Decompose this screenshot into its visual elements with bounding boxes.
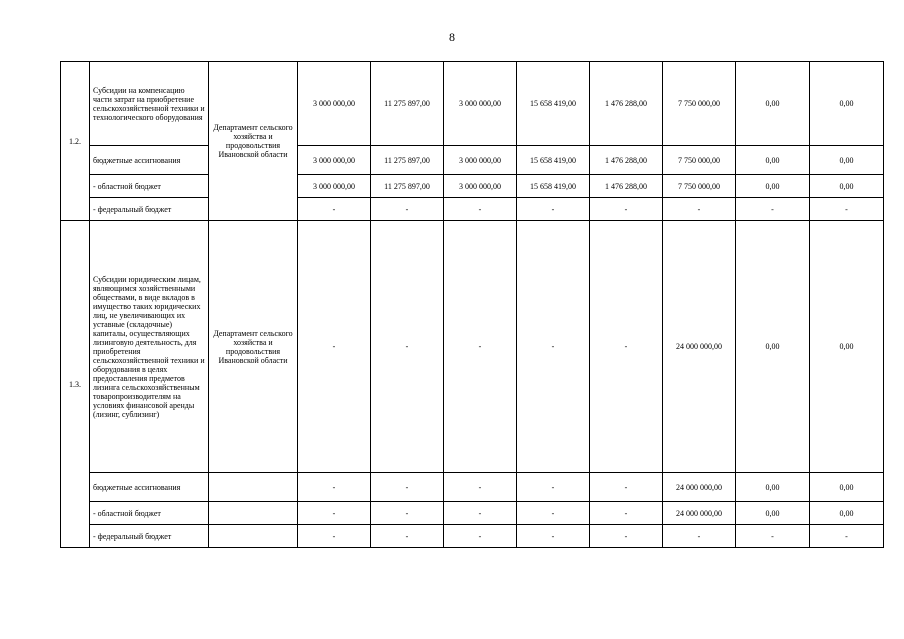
value-cell: - — [444, 525, 517, 548]
value-cell: - — [371, 525, 444, 548]
value-cell: - — [444, 198, 517, 221]
value-cell: - — [517, 502, 590, 525]
row-name: Субсидии на компенсацию части затрат на приобретение сельскохозяйственной техники и технологического оборудования — [90, 62, 209, 146]
value-cell: - — [298, 198, 371, 221]
value-cell: - — [371, 502, 444, 525]
value-cell: 11 275 897,00 — [371, 146, 444, 175]
value-cell: - — [810, 525, 884, 548]
value-cell: - — [590, 525, 663, 548]
value-cell: 3 000 000,00 — [444, 62, 517, 146]
value-cell: 0,00 — [736, 473, 810, 502]
value-cell: 1 476 288,00 — [590, 175, 663, 198]
value-cell: 0,00 — [810, 62, 884, 146]
value-cell: - — [590, 502, 663, 525]
table-row — [61, 525, 884, 548]
empty-executor-cell — [209, 473, 298, 502]
row-name: бюджетные ассигнования — [90, 473, 209, 502]
value-cell: 7 750 000,00 — [663, 175, 736, 198]
table-row — [61, 175, 884, 198]
table-row — [61, 473, 884, 502]
value-cell: - — [517, 221, 590, 473]
value-cell: - — [371, 473, 444, 502]
value-cell: 11 275 897,00 — [371, 62, 444, 146]
value-cell: - — [736, 525, 810, 548]
table-row — [61, 62, 884, 146]
value-cell: 3 000 000,00 — [444, 175, 517, 198]
value-cell: - — [444, 221, 517, 473]
value-cell: 7 750 000,00 — [663, 62, 736, 146]
row-name: - областной бюджет — [90, 175, 209, 198]
value-cell: 3 000 000,00 — [298, 62, 371, 146]
value-cell: 3 000 000,00 — [298, 146, 371, 175]
value-cell: 3 000 000,00 — [444, 146, 517, 175]
value-cell: - — [371, 198, 444, 221]
value-cell: - — [663, 198, 736, 221]
value-cell: 0,00 — [736, 175, 810, 198]
value-cell: 0,00 — [810, 502, 884, 525]
value-cell: - — [517, 525, 590, 548]
value-cell: 0,00 — [810, 146, 884, 175]
value-cell: 15 658 419,00 — [517, 175, 590, 198]
value-cell: - — [590, 221, 663, 473]
section-number: 1.3. — [61, 221, 90, 548]
value-cell: - — [810, 198, 884, 221]
value-cell: 11 275 897,00 — [371, 175, 444, 198]
value-cell: 1 476 288,00 — [590, 146, 663, 175]
value-cell: 1 476 288,00 — [590, 62, 663, 146]
value-cell: 0,00 — [736, 146, 810, 175]
empty-executor-cell — [209, 502, 298, 525]
row-name: Субсидии юридическим лицам, являющимся хозяйственными обществами, в виде вкладов в имущество таких юридических лиц, не увеличивающих их уставные (складочные) капиталы, осуществляющих лизинговую деятельность, для приобретения сельскохозяйственной техники и оборудования в целях предоставления предметов лизинга сельскохозяйственным товаропроизводителям на условиях финансовой аренды (лизинг, сублизинг) — [90, 221, 209, 473]
table-row — [61, 198, 884, 221]
table-row — [61, 502, 884, 525]
value-cell: 24 000 000,00 — [663, 473, 736, 502]
empty-executor-cell — [209, 525, 298, 548]
section-number: 1.2. — [61, 62, 90, 221]
value-cell: 7 750 000,00 — [663, 146, 736, 175]
row-name: - федеральный бюджет — [90, 525, 209, 548]
executor-cell: Департамент сельского хозяйства и продовольствия Ивановской области — [209, 221, 298, 473]
row-name: - областной бюджет — [90, 502, 209, 525]
page-number: 8 — [449, 30, 455, 44]
row-name: бюджетные ассигнования — [90, 146, 209, 175]
table-row — [61, 146, 884, 175]
value-cell: - — [298, 221, 371, 473]
value-cell: - — [517, 198, 590, 221]
value-cell: - — [517, 473, 590, 502]
executor-cell: Департамент сельского хозяйства и продовольствия Ивановской области — [209, 62, 298, 221]
value-cell: - — [444, 473, 517, 502]
value-cell: 15 658 419,00 — [517, 62, 590, 146]
value-cell: 24 000 000,00 — [663, 221, 736, 473]
row-name: - федеральный бюджет — [90, 198, 209, 221]
value-cell: 0,00 — [736, 221, 810, 473]
value-cell: - — [736, 198, 810, 221]
value-cell: 0,00 — [736, 62, 810, 146]
budget-table — [60, 61, 884, 548]
value-cell: - — [371, 221, 444, 473]
value-cell: - — [298, 473, 371, 502]
value-cell: - — [298, 502, 371, 525]
value-cell: 0,00 — [810, 473, 884, 502]
value-cell: 0,00 — [810, 221, 884, 473]
value-cell: 3 000 000,00 — [298, 175, 371, 198]
value-cell: - — [663, 525, 736, 548]
value-cell: - — [444, 502, 517, 525]
value-cell: - — [298, 525, 371, 548]
value-cell: 15 658 419,00 — [517, 146, 590, 175]
value-cell: - — [590, 473, 663, 502]
value-cell: 24 000 000,00 — [663, 502, 736, 525]
table-row — [61, 221, 884, 473]
value-cell: 0,00 — [736, 502, 810, 525]
value-cell: 0,00 — [810, 175, 884, 198]
value-cell: - — [590, 198, 663, 221]
